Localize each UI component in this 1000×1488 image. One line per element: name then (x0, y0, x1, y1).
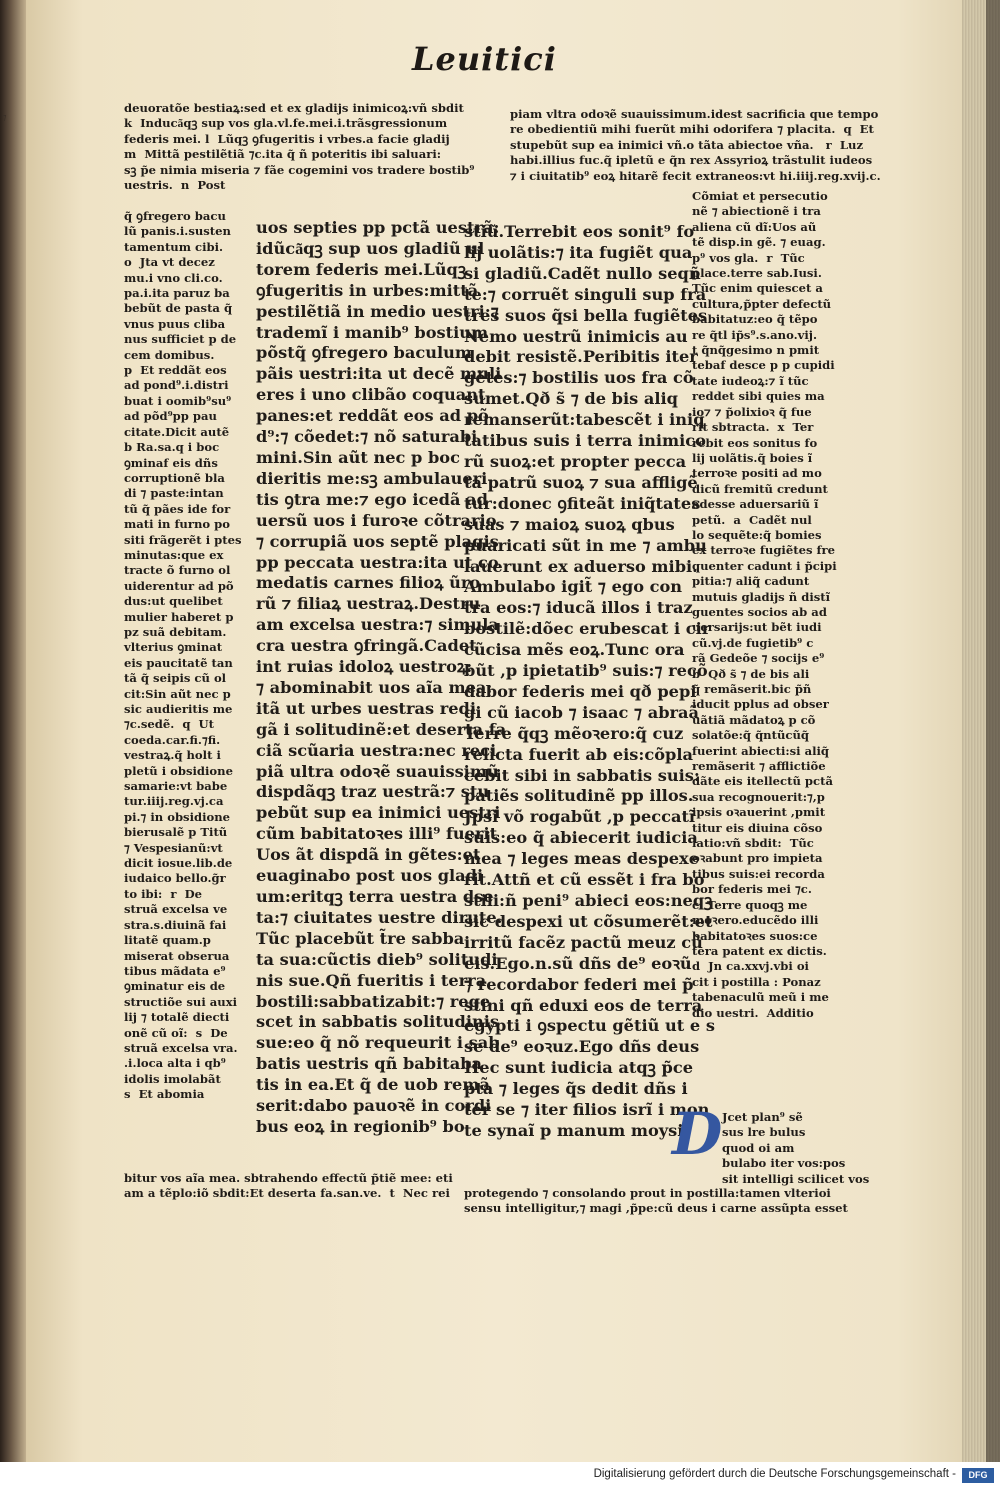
main-text-col2-line: suis:eo q̃ abiecerit iudicia (464, 828, 698, 848)
left-gloss-column-line: mulier haberet p (124, 609, 234, 624)
right-gloss-column-line: dãte eis itellectũ pctã (692, 774, 833, 789)
main-text-col1-line: piã ultra odoꝛẽ suauissimũ (256, 761, 499, 781)
main-text-col1-line: dispdãqꝫ traz uestrã:⁊ stu (256, 782, 490, 802)
main-text-col2-line: ta patrũ suoꝝ ⁊ sua affligẽ (464, 472, 698, 492)
left-gloss-column-line: s Et abomia (124, 1087, 205, 1102)
right-gloss-column-line: tẽ disp.in gẽ. ⁊ euag. (692, 235, 826, 250)
main-text-col1-line: scet in sabbatis solitudinis (256, 1012, 499, 1032)
left-gloss-column-line: citate.Dicit autẽ (124, 424, 230, 439)
right-gloss-column-line: remãserit ⁊ afflictiõe (692, 759, 826, 774)
left-gloss-column-line: di ⁊ paste:intan (124, 486, 224, 501)
main-text-col2-line: Jpsi võ rogabũt ,p peccatĩ (464, 807, 696, 827)
main-text-col1-line: cũm babitatoꝛes illi⁹ fuerit (256, 824, 498, 844)
left-gloss-column-line: pz suã debitam. (124, 624, 227, 639)
right-gloss-column-line: latio:vñ sbdit: Tũc (692, 836, 814, 851)
right-gloss-column-line: quenter cadunt i p̃cipi (692, 558, 837, 573)
main-text-col1-line: int ruias idoloꝝ uestroꝝ: (256, 657, 473, 677)
right-gloss-column-line: Cõmiat et persecutio (692, 189, 828, 203)
left-gloss-column-line: tracte õ furno ol (124, 563, 231, 578)
fore-edge-shadow (986, 0, 1000, 1462)
right-gloss-column-line: cultura,p̃pter defectũ (692, 296, 832, 311)
main-text-col1-line: ⁊ abominabit uos aĩa mea: (256, 677, 493, 697)
main-text-col1-line: euaginabo post uos gladi (256, 866, 484, 886)
left-gloss-column-line: corruptionẽ bla (124, 470, 225, 485)
main-text-col2-line: egypti i ꝯspectu gẽtiũ ut e s (464, 1016, 715, 1036)
additio-lines-line: sit intelligi scilicet vos (722, 1171, 870, 1186)
right-gloss-column-line: p⁹ vos gla. r Tũc (692, 250, 805, 265)
main-text-col1-line: itã ut urbes uestras redi (256, 698, 477, 718)
left-gloss-column-line: tũ q̃ pães ide for (124, 501, 231, 516)
left-gloss-column-line: struã excelsa ve (124, 902, 228, 917)
main-text-col1-line: ta sua:cũctis dieb⁹ solitudi (256, 949, 498, 969)
main-text-column-2 (464, 222, 715, 1142)
right-gloss-column-line: ipsis oꝛauerint ,pmit (692, 805, 826, 820)
additio-lines-line: sus lre bulus (722, 1125, 806, 1140)
top-left-gloss-line: federis mei. l Lũqꝫ ꝯfugeritis i vrbes.a facie gladij (124, 131, 450, 146)
right-gloss-column-line: tera patent ex dictis. (692, 943, 827, 958)
main-text-col2-line: puaricati sũt in me ⁊ ambu (464, 535, 707, 555)
main-text-col2-line: te synaĩ p manum moysi. (464, 1120, 690, 1140)
main-text-col1-line: ⁊ corrupiã uos septẽ plagis (256, 531, 499, 551)
top-right-gloss-line: piam vltra odoꝛẽ suauissimum.idest sacrificia que tempo (510, 107, 879, 121)
dfg-logo: DFG (962, 1468, 994, 1483)
left-gloss-column-line: structiõe sui auxi (124, 994, 238, 1009)
main-text-col1-line: dieritis me:sꝫ ambulaueri (256, 468, 488, 488)
right-gloss-column-line: re q̃tl ip̃s⁹.s.ano.vij. (692, 327, 818, 342)
main-text-col1-line: pp peccata uestra:ita ut co (256, 552, 499, 572)
left-gloss-column-line: ⁊c.sedẽ. q Ut (124, 717, 214, 732)
left-gloss-column-line: mu.i vno cli.co. (124, 270, 223, 285)
additio-lines-line: quod oi am (722, 1140, 795, 1155)
main-text-col1-line: põstq̃ ꝯfregero baculum (256, 343, 473, 363)
main-text-col2-line: relicta fuerit ab eis:cõpla (464, 744, 693, 764)
main-text-col2-line: cũcisa mẽs eoꝝ.Tunc ora (464, 640, 685, 660)
right-gloss-column-line: bor federis mei ⁊c. (692, 882, 812, 897)
left-gloss-column-line: ꝯminatur eis de (124, 979, 226, 994)
right-gloss-column (692, 189, 837, 1021)
main-text-col1-line: medatis carnes filioꝝ ũro (256, 573, 481, 593)
bottom-right-gloss (464, 1186, 848, 1217)
right-gloss-column-line: solatõe:q̃ q̃ntũcũq̃ (692, 728, 809, 743)
left-gloss-column-line: dicit iosue.lib.de (124, 856, 233, 871)
top-right-gloss-line: stupebũt sup ea inimici vñ.o tãta abiectoe vña. r Luz (510, 137, 864, 152)
main-text-col1-line: panes:et reddãt eos ad põ (256, 406, 489, 426)
left-gloss-column-line: coeda.car.fi.⁊fi. (124, 732, 221, 747)
main-text-col2-line: tur:donec ꝯfiteãt iniq̃tates (464, 493, 701, 513)
main-text-col2-line: ⁊ recordabor federi mei p̃ (464, 974, 694, 994)
top-right-gloss-line: ⁊ i ciuitatib⁹ eoꝝ hitarẽ fecit extraneos:vt hi.iiij.reg.xvij.c. (510, 168, 881, 183)
left-gloss-column-line: tibus mãdata e⁹ (124, 963, 226, 978)
footer-bar (0, 1462, 1000, 1488)
right-gloss-column-line: d Jn ca.xxvj.vbi oi (692, 959, 809, 974)
right-gloss-column-line: babitatuz:eo q̃ tẽpo (692, 312, 818, 327)
right-gloss-column-line: lo sequẽte:q̃ bomies (692, 527, 822, 542)
main-text-col2-line: patiẽs solitudinẽ pp illos. (464, 786, 694, 806)
bottom-left-gloss-line: bitur vos aĩa mea. sbtrahendo effectũ p̃tiẽ mee: eti (124, 1171, 453, 1185)
right-gloss-column-line: dicũ fremitũ credunt (692, 481, 828, 496)
left-gloss-column-line: stra.s.diuinã fai (124, 917, 227, 932)
main-text-col2-line: rũ suoꝝ:et propter pecca (464, 451, 687, 471)
main-text-col1-line: gã i solitudinẽ:et deserta fa (256, 719, 507, 739)
main-text-col2-line: sic despexi ut cõsumerẽt:et (464, 911, 713, 931)
right-gloss-column-line: fuerint abiecti:si aliq̃ (692, 743, 830, 758)
right-gloss-column-line: moꝛero.educẽdo illi (692, 913, 819, 928)
main-text-col1-line: ta:⁊ ciuitates uestre dirute. (256, 907, 503, 927)
main-text-col1-line: cra uestra ꝯfringã.Cadet (256, 636, 477, 656)
footer-credit: Digitalisierung gefördert durch die Deutsche Forschungsgemeinschaft - (593, 1468, 956, 1480)
left-gloss-column-line: bebũt de pasta q̃ (124, 301, 233, 316)
main-text-col2-line: Terre q̃qꝫ mẽoꝛero:q̃ cuz (464, 723, 684, 743)
main-text-col2-line: stili:ñ peni⁹ abieci eos:neqꝫ (464, 891, 713, 910)
right-gloss-column-line: tate iudeoꝝ:⁊ ĩ tũc (692, 373, 809, 388)
left-gloss-column-line: ⁊ Vespesianũ:vt (124, 840, 223, 855)
right-gloss-column-line: petũ. a Cadẽt nul (692, 512, 812, 527)
top-left-gloss-line: uestris. n Post (124, 178, 226, 193)
main-text-col1-line: pãis uestri:ita ut decẽ muli (256, 364, 502, 384)
right-gloss-column-line: pitia:⁊ aliq̃ cadunt (692, 574, 810, 589)
top-left-gloss-line: k Induca͂qꝫ sup vos gla.vl.fe.mei.i.trãsgressionum (124, 116, 448, 131)
main-text-col1-line: trademĩ i manib⁹ bostium (256, 322, 489, 342)
left-gloss-column-line: eis paucitatẽ tan (124, 655, 233, 670)
main-text-col2-line: sumet.Qð s̃ ⁊ de bis aliq (464, 389, 678, 409)
main-text-col2-line: lij uolãtis:⁊ ita fugiẽt qua (464, 242, 693, 262)
left-gloss-column-line: tamentum cibi. (124, 239, 224, 254)
top-right-gloss-line: habi.illius fuc.q̃ ipletũ e q̃n rex Assyrioꝝ trãstulit iudeos (510, 153, 873, 168)
main-text-col1-line: bostili:sabbatizabit:⁊ rege (256, 991, 491, 1011)
left-gloss-column-line: sic audieritis me (124, 702, 233, 716)
right-gloss-column-line: mutuis gladijs ñ distĩ (692, 589, 831, 604)
left-gloss-column-line: iudaico bello.g̃r (124, 871, 226, 886)
right-gloss-column-line: place.terre sab.Iusi. (692, 266, 822, 281)
bottom-left-gloss (124, 1171, 453, 1202)
main-text-col2-line: irritũ facẽz pactũ meuz cũ (464, 932, 703, 952)
main-text-col2-line: bostilẽ:dõec erubescat i cir (464, 619, 711, 639)
main-text-col1-line: ciã scũaria uestra:nec reci (256, 740, 497, 760)
main-text-col1-line: d⁹:⁊ cõedet:⁊ nõ saturabi (256, 427, 478, 447)
left-gloss-column-line: pa.i.ita paruz ba (124, 286, 230, 301)
left-gloss-column-line: dus:ut quelibet (124, 594, 223, 609)
right-gloss-column-line: q̃ remãserit.bic p̃ñ (692, 682, 812, 696)
main-text-col2-line: gi cũ iacob ⁊ isaac ⁊ abraã (464, 702, 700, 722)
main-text-col2-line: lauerunt ex aduerso mibi. (464, 556, 698, 576)
right-gloss-column-line: ex terroꝛe fugiẽtes fre (692, 543, 835, 558)
main-text-col2-line: eis.Ego.n.sũ dñs de⁹ eoꝛũ (464, 953, 692, 973)
main-text-col1-line: am excelsa uestra:⁊ simula (256, 615, 499, 635)
left-gloss-column-line: ad pond⁹.i.distri (124, 378, 229, 393)
left-gloss-column-line: pletũ i obsidione (124, 763, 233, 778)
top-left-gloss-line: sꝫ p̃e nimia miseria ⁊ fãe cogemini vos tradere bostib⁹ (124, 162, 475, 177)
main-text-col1-line: bus eoꝝ in regionib⁹ bo (256, 1116, 465, 1136)
main-text-col1-line: nis sue.Qñ fueritis i terra (256, 970, 487, 990)
right-gloss-column-line: reddet sibi quies ma (692, 389, 825, 404)
left-gloss-column-line: ꝯminaf eis dñs (124, 455, 218, 470)
main-text-col1-line: uersũ uos i furoꝛe cõtrario (256, 510, 497, 530)
main-text-col1-line: batis uestris qñ babitaba (256, 1054, 483, 1074)
main-text-col1-line: pebũt sup ea inimici uestri (256, 803, 501, 823)
main-text-col1-line: um:eritqꝫ terra uestra dse (256, 887, 494, 906)
main-text-col2-line: tatibus suis i terra inimico (464, 431, 706, 451)
right-gloss-column-line: terroꝛe positi ad mo (692, 466, 822, 481)
main-text-col1-line: rũ ⁊ filiaꝝ uestraꝝ.Destru (256, 594, 481, 614)
main-text-col1-line: pestilẽtiã in medio uestri:⁊ (256, 301, 499, 321)
left-gloss-column-line: onẽ cũ oĩ: s De (124, 1025, 228, 1040)
additio-lines-line: bulabo iter vos:pos (722, 1156, 846, 1171)
left-gloss-column-line: p Et reddãt eos (124, 363, 227, 378)
right-gloss-column-line: Tũc enim quiescet a (692, 281, 823, 296)
right-gloss-column-line: cũ.vj.de fugietib⁹ c (692, 635, 814, 650)
main-text-col1-line: serit:dabo pauoꝛẽ in cordi (256, 1096, 492, 1116)
main-text-col1-line: uos septies pp pctã uestrã: (256, 218, 500, 237)
right-gloss-column-line: tibus suis:ei recorda (692, 866, 825, 881)
left-gloss-column-line: cit:Sin aũt nec p (124, 686, 231, 701)
right-gloss-column-line: rit sbtracta. x Ter (692, 420, 814, 435)
left-gloss-column-line: buat i oomib⁹su⁹ (124, 393, 232, 408)
main-text-col2-line: pta ⁊ leges q̃s dedit dñs i (464, 1079, 688, 1099)
top-left-gloss-line: m Mittã pestilẽtiã ⁊c.ita q̃ ñ poteritis ibi saluari: (124, 147, 442, 162)
right-gloss-column-line: cit i postilla : Ponaz (692, 974, 821, 989)
main-text-col2-line: rit.Attñ et cũ essẽt i fra bo (464, 870, 705, 890)
top-left-gloss-line: deuoratõe bestiaꝝ:sed et ex gladijs inimicoꝝ:vñ sbdit (124, 101, 464, 115)
right-gloss-column-line: tebaf desce p p cupidi (692, 358, 835, 373)
left-gloss-column-line: o Jta vt decez (124, 255, 215, 270)
main-text-col1-line: Tũc placebũt t̃re sabba (256, 928, 465, 948)
right-gloss-column-line: tabenaculũ meũ i me (692, 990, 829, 1005)
right-gloss-column-line: iducit pplus ad obser (692, 697, 829, 712)
main-text-col1-line: tis in ea.Et q̃ de uob remã (256, 1075, 490, 1095)
left-gloss-column-line: b Ra.sa.q i boc (124, 440, 220, 455)
main-text-col2-line: mea ⁊ leges meas despexe (464, 849, 700, 869)
main-text-col2-line: dabor federis mei qð pepi (464, 681, 697, 701)
right-gloss-column-line: nẽ ⁊ abiectionẽ i tra (692, 204, 821, 219)
top-right-gloss (510, 107, 881, 184)
main-text-col2-line: suas ⁊ maioꝝ suoꝝ qbus (464, 514, 675, 534)
right-gloss-column-line: rã Gedeõe ⁊ socijs e⁹ (692, 651, 825, 666)
right-gloss-column-line: guentes socios ab ad (692, 604, 827, 619)
left-gloss-column-line: uiderentur ad põ (124, 578, 234, 593)
left-gloss-column-line: tã q̃ seipis cũ ol (124, 671, 227, 686)
right-gloss-column-line: c Terre quoqꝫ me (692, 897, 808, 912)
left-gloss-column-line: .i.loca alta i qb⁹ (124, 1056, 226, 1071)
main-text-col2-line: cebit sibi in sabbatis suis: (464, 765, 700, 785)
left-page-edge (0, 0, 28, 1462)
main-text-col2-line: si gladiũ.Cadẽt nullo seqñ (464, 263, 701, 283)
main-text-col2-line: Hec sunt iudicia atqꝫ p̃ce (464, 1058, 694, 1078)
main-text-col2-line: tres suos q̃si bella fugiẽtes (464, 305, 708, 325)
main-text-col1-line: Uos ãt dispdã in gẽtes:et (256, 845, 481, 865)
main-text-col2-line: ter se ⁊ iter filios isrĩ i mon (464, 1100, 710, 1120)
left-gloss-column-line: siti frãgerẽt i ptes (124, 532, 242, 547)
left-gloss-column-line: pi.⁊ in obsidione (124, 809, 231, 824)
main-text-col2-line: Ambulabo igit̃ ⁊ ego con (464, 577, 683, 597)
left-gloss-column-line: lij ⁊ totalẽ diecti (124, 1010, 230, 1025)
main-text-col1-line: mini.Sin aũt nec p boc (256, 447, 460, 467)
adjacent-page-fragment: ⁊ (2, 113, 7, 123)
additio-lines-line: Jcet plan⁹ sẽ (722, 1110, 803, 1124)
right-gloss-column-line: titur eis diuina cõso (692, 820, 823, 835)
left-gloss-column-line: cem domibus. (124, 347, 215, 362)
additio-gloss (722, 1110, 869, 1187)
right-gloss-column-line: adesse aduersariũ ĩ (692, 497, 819, 512)
main-text-col1-line: ꝯfugeritis in urbes:mittã (256, 280, 479, 300)
main-text-col2-line: stini qñ eduxi eos de terra (464, 995, 703, 1015)
main-text-col2-line: remanserũt:tabescẽt i iniq (464, 410, 705, 430)
right-gloss-column-line: uãtiã mãdatoꝝ p cõ (692, 712, 816, 727)
left-gloss-column-line: idolis imolabãt (124, 1071, 221, 1086)
left-gloss-column-line: q̃ ꝯfregero bacu (124, 209, 226, 223)
right-gloss-column-line: oꝛabunt pro impieta (692, 851, 823, 866)
left-gloss-column-line: lũ panis.i.susten (124, 224, 231, 239)
main-text-col1-line: tis ꝯtra me:⁊ ego icedã ad (256, 489, 488, 509)
main-text-col2-line: Nemo uestrũ inimicis au (464, 326, 688, 346)
right-gloss-column-line: t q̃nq̃gesimo n pmit (692, 343, 820, 358)
main-text-col2-line: stiũ.Terrebit eos sonit⁹ fo (464, 222, 695, 241)
main-text-col1-line: sue:eo q̃ nõ requeurit i sab (256, 1033, 500, 1053)
bottom-left-gloss-line: am a tẽplo:iõ sbdit:Et deserta fa.san.ve. t Nec rei (124, 1186, 450, 1201)
top-left-gloss (124, 101, 474, 193)
running-head: Leuitici (412, 40, 557, 78)
left-gloss-column-line: struã excelsa vra. (124, 1040, 238, 1055)
bottom-right-gloss-line: sensu intelligitur,⁊ magi ,p̃pe:cũ deus i carne assũpta esset (464, 1201, 848, 1216)
main-text-col2-line: te:⁊ corruẽt singuli sup fra (464, 284, 707, 304)
left-gloss-column-line: tur.iiij.reg.vj.ca (124, 794, 224, 809)
right-gloss-column-line: rebit eos sonitus fo (692, 435, 818, 450)
main-text-col1-line: torem federis mei.Lũqꝫ (256, 259, 467, 279)
left-gloss-column-line: mati in furno po (124, 517, 231, 532)
main-text-col2-line: tra eos:⁊ iducã illos i traz (464, 598, 693, 618)
left-gloss-column-line: ad põd⁹pp pau (124, 409, 217, 424)
left-gloss-column-line: vlterius ꝯminat (124, 640, 223, 655)
left-gloss-column (124, 209, 242, 1103)
left-gloss-column-line: minutas:que ex (124, 547, 224, 562)
right-gloss-column-line: babitatoꝛes suos:ce (692, 928, 818, 943)
left-gloss-column-line: samarie:vt babe (124, 779, 228, 794)
right-gloss-column-line: sua recognouerit:⁊,p (692, 789, 825, 804)
bottom-right-gloss-line: protegendo ⁊ consolando prout in postilla:tamen vlterioi (464, 1186, 831, 1200)
right-gloss-column-line: aliena cũ dĩ:Uos aũ (692, 219, 817, 234)
left-gloss-column-line: to ibi: r De (124, 886, 203, 901)
left-gloss-column-line: miserat obserua (124, 948, 230, 963)
main-text-col2-line: debit resistẽ.Peribitis iter (464, 347, 698, 367)
left-gloss-column-line: vestraꝝ.q̃ holt i (124, 748, 221, 763)
main-text-col2-line: bũt ,p ipietatib⁹ suis:⁊ recõ (464, 661, 708, 681)
main-text-col2-line: gẽtes:⁊ bostilis uos fra cõ (464, 368, 694, 388)
left-gloss-column-line: vnus puus cliba (124, 316, 226, 331)
right-gloss-column-line: dio uestri. Additio (692, 1005, 814, 1020)
main-text-col1-line: idũca͂qꝫ sup uos gladiũ ul (256, 238, 485, 258)
left-gloss-column-line: bierusalẽ p Titũ (124, 825, 228, 840)
right-gloss-column-line: io⁊ ⁊ p̃olixioꝛ q̃ fue (692, 404, 812, 419)
right-gloss-column-line: uersarijs:ut bẽt iudi (692, 620, 822, 635)
decorated-initial-D: D (672, 1100, 723, 1168)
left-gloss-column-line: litatẽ quam.p (124, 933, 211, 948)
left-gloss-column-line: nus sufficiet p de (124, 332, 237, 347)
right-gloss-column-line: b Qð s̃ ⁊ de bis ali (692, 666, 810, 681)
main-text-col1-line: eres i uno clibão coquant (256, 385, 486, 405)
top-right-gloss-line: re obedientiũ mihi fuerũt mihi odorifera ⁊ placita. q Et (510, 122, 874, 137)
right-gloss-column-line: lij uolãtis.q̃ boies ĩ (692, 450, 813, 465)
main-text-col2-line: se de⁹ eoꝛuz.Ego dñs deus (464, 1037, 700, 1057)
